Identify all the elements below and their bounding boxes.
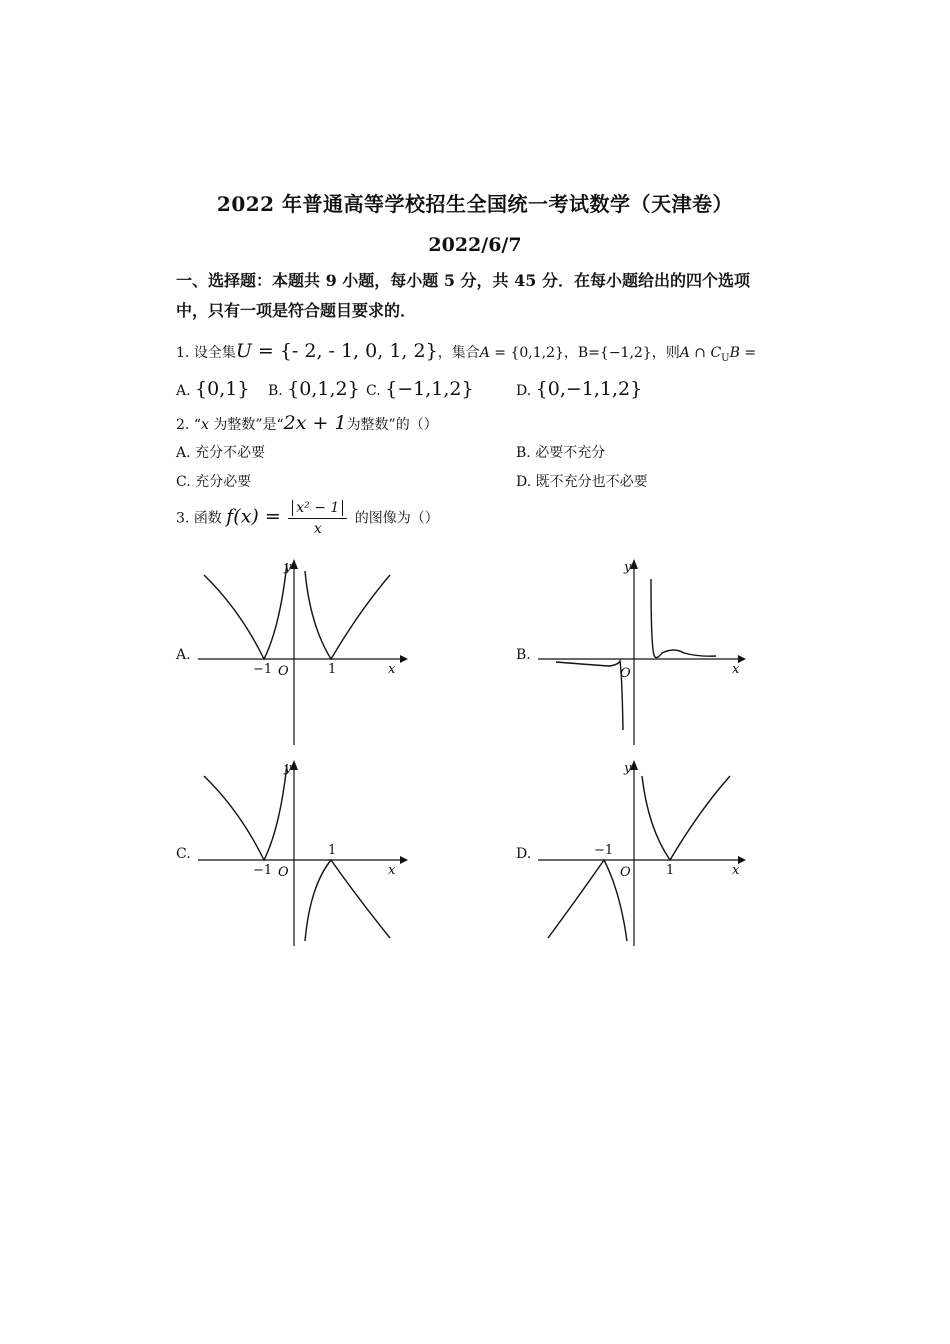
tick-label-neg-one: −1 bbox=[594, 843, 614, 858]
option-value: {0,1} bbox=[195, 378, 250, 400]
option-label: C. bbox=[366, 383, 381, 399]
curve-left bbox=[548, 860, 627, 941]
set-u-variable: U bbox=[235, 340, 252, 362]
q2-option-b bbox=[516, 442, 605, 462]
set-expression: A ∩ C bbox=[679, 345, 722, 361]
option-value: {0,1,2} bbox=[287, 378, 360, 400]
graph-d-label: D. bbox=[516, 846, 532, 862]
complement-subscript: U bbox=[721, 352, 730, 364]
question-2 bbox=[176, 412, 438, 434]
q2-option-a bbox=[176, 442, 265, 462]
graph-b-label: B. bbox=[516, 647, 531, 663]
tick-label-one: 1 bbox=[328, 843, 337, 858]
tick-label-neg-one: −1 bbox=[253, 863, 273, 878]
set-b-elements: ，B={−1,2} bbox=[563, 345, 652, 361]
expression: 2x + 1 bbox=[283, 412, 347, 434]
curve-right bbox=[651, 579, 716, 658]
function-name: f(x) = bbox=[226, 505, 281, 528]
question-number: 2. bbox=[176, 417, 190, 433]
option-value: 既不充分也不必要 bbox=[535, 474, 648, 490]
question-number: 1. bbox=[176, 345, 190, 361]
tick-label-one: 1 bbox=[328, 662, 337, 677]
origin-label: O bbox=[620, 666, 631, 681]
variable-x: x bbox=[200, 417, 209, 433]
option-value: {0,−1,1,2} bbox=[535, 378, 643, 400]
question-3 bbox=[176, 500, 439, 537]
origin-label: O bbox=[278, 664, 289, 679]
option-label: C. bbox=[176, 474, 191, 490]
x-axis-label: x bbox=[388, 863, 396, 878]
question-text: 设全集 bbox=[193, 345, 236, 361]
section-line-1: 一、选择题：本题共 9 小题，每小题 5 分，共 45 分．在每小题给出的四个选项 bbox=[176, 271, 750, 290]
question-number: 3. bbox=[176, 510, 190, 527]
question-text: 的图像为（） bbox=[354, 510, 439, 527]
x-axis-arrow-icon bbox=[400, 856, 408, 864]
graph-d bbox=[534, 756, 754, 951]
option-label: B. bbox=[516, 445, 531, 461]
q2-option-c bbox=[176, 471, 251, 491]
curve-left bbox=[204, 563, 287, 659]
exam-date: 2022/6/7 bbox=[428, 234, 522, 256]
x-axis-label: x bbox=[388, 662, 396, 677]
exam-title: 2022 年普通高等学校招生全国统一考试数学（天津卷） bbox=[216, 192, 734, 216]
question-text: 函数 bbox=[193, 510, 222, 527]
option-label: A. bbox=[176, 383, 191, 399]
y-axis-label: y bbox=[284, 761, 292, 776]
curve-right bbox=[305, 860, 390, 941]
set-a-variable: A bbox=[479, 345, 490, 361]
option-value: {−1,1,2} bbox=[385, 378, 474, 400]
x-axis-label: x bbox=[732, 662, 740, 677]
option-label: D. bbox=[516, 383, 532, 399]
set-a-elements: = {0,1,2} bbox=[489, 345, 564, 361]
tick-label-neg-one: −1 bbox=[253, 662, 273, 677]
set-expression-end: B = bbox=[729, 345, 757, 361]
y-axis-label: y bbox=[284, 560, 292, 575]
curve-right bbox=[305, 571, 390, 659]
option-label: D. bbox=[516, 474, 532, 490]
option-label: B. bbox=[268, 383, 283, 399]
option-value: 充分必要 bbox=[195, 474, 252, 490]
question-1 bbox=[176, 340, 756, 364]
option-label: A. bbox=[176, 445, 191, 461]
q1-option-b bbox=[268, 378, 360, 400]
q1-option-a bbox=[176, 378, 249, 400]
graph-a-label: A. bbox=[176, 647, 191, 663]
origin-label: O bbox=[278, 865, 289, 880]
origin-label: O bbox=[620, 865, 631, 880]
fraction-denominator: x bbox=[313, 521, 322, 537]
y-axis-label: y bbox=[624, 560, 632, 575]
question-text: “ bbox=[193, 417, 201, 433]
question-text: ，集合 bbox=[437, 345, 480, 361]
question-text: 为整数”的（） bbox=[346, 417, 438, 433]
q2-option-d bbox=[516, 471, 648, 491]
question-text: 为整数”是“ bbox=[208, 417, 284, 433]
x-axis-label: x bbox=[732, 863, 740, 878]
curve-left bbox=[556, 661, 623, 730]
graph-a bbox=[190, 555, 410, 750]
question-text: ，则 bbox=[651, 345, 680, 361]
graph-b bbox=[534, 555, 754, 750]
set-u-elements: = {- 2, - 1, 0, 1, 2} bbox=[251, 340, 438, 362]
graph-c bbox=[190, 756, 410, 951]
y-axis-label: y bbox=[624, 761, 632, 776]
section-line-2: 中，只有一项是符合题目要求的． bbox=[176, 301, 417, 320]
function-fraction bbox=[288, 500, 347, 537]
q1-option-d bbox=[516, 378, 642, 400]
option-value: 必要不充分 bbox=[535, 445, 606, 461]
x-axis-arrow-icon bbox=[400, 655, 408, 663]
curve-right bbox=[642, 776, 730, 860]
option-value: 充分不必要 bbox=[195, 445, 266, 461]
curve-left bbox=[204, 764, 287, 860]
tick-label-one: 1 bbox=[666, 863, 675, 878]
graph-c-label: C. bbox=[176, 846, 191, 862]
fraction-numerator: x² − 1 bbox=[292, 500, 343, 516]
q1-option-c bbox=[366, 378, 474, 400]
